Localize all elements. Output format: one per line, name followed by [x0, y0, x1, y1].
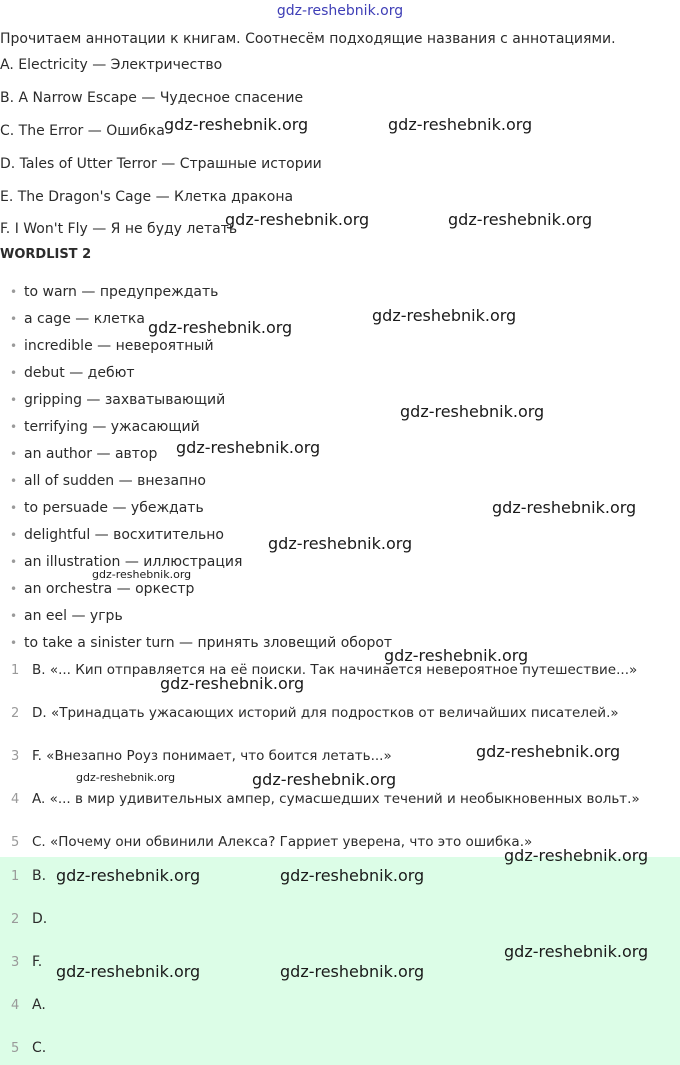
answer-letter: D.	[32, 911, 48, 927]
answer-number: 5	[11, 1041, 20, 1056]
wordlist-title: WORDLIST 2	[0, 247, 92, 262]
match-number: 3	[11, 749, 20, 764]
bullet-icon: •	[10, 609, 18, 623]
watermark: gdz-reshebnik.org	[400, 402, 545, 421]
match-text: F. «Внезапно Роуз понимает, что боится летать...»	[32, 748, 392, 764]
title-item-a: A. Electricity — Электричество	[0, 57, 223, 73]
match-text: D. «Тринадцать ужасающих историй для подростков от величайших писателей.»	[32, 705, 619, 721]
wordlist-item: • delightful — восхитительно	[10, 527, 224, 543]
watermark: gdz-reshebnik.org	[280, 962, 425, 981]
answer-number: 2	[11, 912, 20, 927]
watermark: gdz-reshebnik.org	[56, 866, 201, 885]
watermark: gdz-reshebnik.org	[56, 962, 201, 981]
bullet-icon: •	[10, 474, 18, 488]
title-item-e: E. The Dragon's Cage — Клетка дракона	[0, 189, 294, 205]
match-text: C. «Почему они обвинили Алекса? Гарриет уверена, что это ошибка.»	[32, 834, 533, 850]
watermark: gdz-reshebnik.org	[164, 115, 309, 134]
wordlist-item: • to take a sinister turn — принять зловещий оборот	[10, 635, 393, 651]
answer-box	[0, 857, 680, 1065]
watermark: gdz-reshebnik.org	[476, 742, 621, 761]
title-item-c: C. The Error — Ошибка	[0, 123, 165, 139]
match-number: 1	[11, 663, 20, 678]
wordlist-item: • to persuade — убеждать	[10, 500, 204, 516]
watermark: gdz-reshebnik.org	[280, 866, 425, 885]
wordlist-item: • all of sudden — внезапно	[10, 473, 206, 489]
bullet-icon: •	[10, 447, 18, 461]
bullet-icon: •	[10, 501, 18, 515]
watermark: gdz-reshebnik.org	[225, 210, 370, 229]
watermark: gdz-reshebnik.org	[388, 115, 533, 134]
bullet-icon: •	[10, 420, 18, 434]
bullet-icon: •	[10, 393, 18, 407]
answer-number: 4	[11, 998, 20, 1013]
watermark: gdz-reshebnik.org	[176, 438, 321, 457]
wordlist-item: • debut — дебют	[10, 365, 135, 381]
watermark: gdz-reshebnik.org	[504, 942, 649, 961]
answer-letter: C.	[32, 1040, 47, 1056]
wordlist-item: • a cage — клетка	[10, 311, 145, 327]
bullet-icon: •	[10, 366, 18, 380]
watermark: gdz-reshebnik.org	[148, 318, 293, 337]
answer-number: 1	[11, 869, 20, 884]
answer-letter: B.	[32, 868, 47, 884]
watermark: gdz-reshebnik.org	[504, 846, 649, 865]
watermark: gdz-reshebnik.org	[268, 534, 413, 553]
match-text: A. «... в мир удивительных ампер, сумасшедших течений и необыкновенных вольт.»	[32, 791, 640, 807]
watermark: gdz-reshebnik.org	[76, 771, 176, 784]
title-item-b: B. A Narrow Escape — Чудесное спасение	[0, 90, 304, 106]
wordlist-item: • terrifying — ужасающий	[10, 419, 200, 435]
bullet-icon: •	[10, 528, 18, 542]
watermark: gdz-reshebnik.org	[448, 210, 593, 229]
match-text: B. «... Кип отправляется на её поиски. Так начинается невероятное путешествие...»	[32, 662, 638, 678]
watermark: gdz-reshebnik.org	[252, 770, 397, 789]
title-item-d: D. Tales of Utter Terror — Страшные истории	[0, 156, 322, 172]
wordlist-item: • gripping — захватывающий	[10, 392, 226, 408]
watermark: gdz-reshebnik.org	[384, 646, 529, 665]
wordlist-item: • an author — автор	[10, 446, 158, 462]
bullet-icon: •	[10, 555, 18, 569]
bullet-icon: •	[10, 312, 18, 326]
watermark: gdz-reshebnik.org	[492, 498, 637, 517]
bullet-icon: •	[10, 285, 18, 299]
intro-text: Прочитаем аннотации к книгам. Соотнесём подходящие названия с аннотациями.	[0, 31, 616, 47]
answer-number: 3	[11, 955, 20, 970]
wordlist-item: • an illustration — иллюстрация	[10, 554, 243, 570]
wordlist-item: • to warn — предупреждать	[10, 284, 219, 300]
wordlist-item: • incredible — невероятный	[10, 338, 214, 354]
match-number: 5	[11, 835, 20, 850]
title-item-f: F. I Won't Fly — Я не буду летать	[0, 221, 238, 237]
site-title[interactable]: gdz-reshebnik.org	[276, 3, 404, 19]
wordlist-item: • an eel — угрь	[10, 608, 123, 624]
watermark: gdz-reshebnik.org	[160, 674, 305, 693]
watermark: gdz-reshebnik.org	[92, 568, 192, 581]
watermark: gdz-reshebnik.org	[372, 306, 517, 325]
match-number: 2	[11, 706, 20, 721]
bullet-icon: •	[10, 636, 18, 650]
answer-letter: A.	[32, 997, 46, 1013]
bullet-icon: •	[10, 339, 18, 353]
wordlist-item: • an orchestra — оркестр	[10, 581, 195, 597]
match-number: 4	[11, 792, 20, 807]
bullet-icon: •	[10, 582, 18, 596]
answer-letter: F.	[32, 954, 43, 970]
